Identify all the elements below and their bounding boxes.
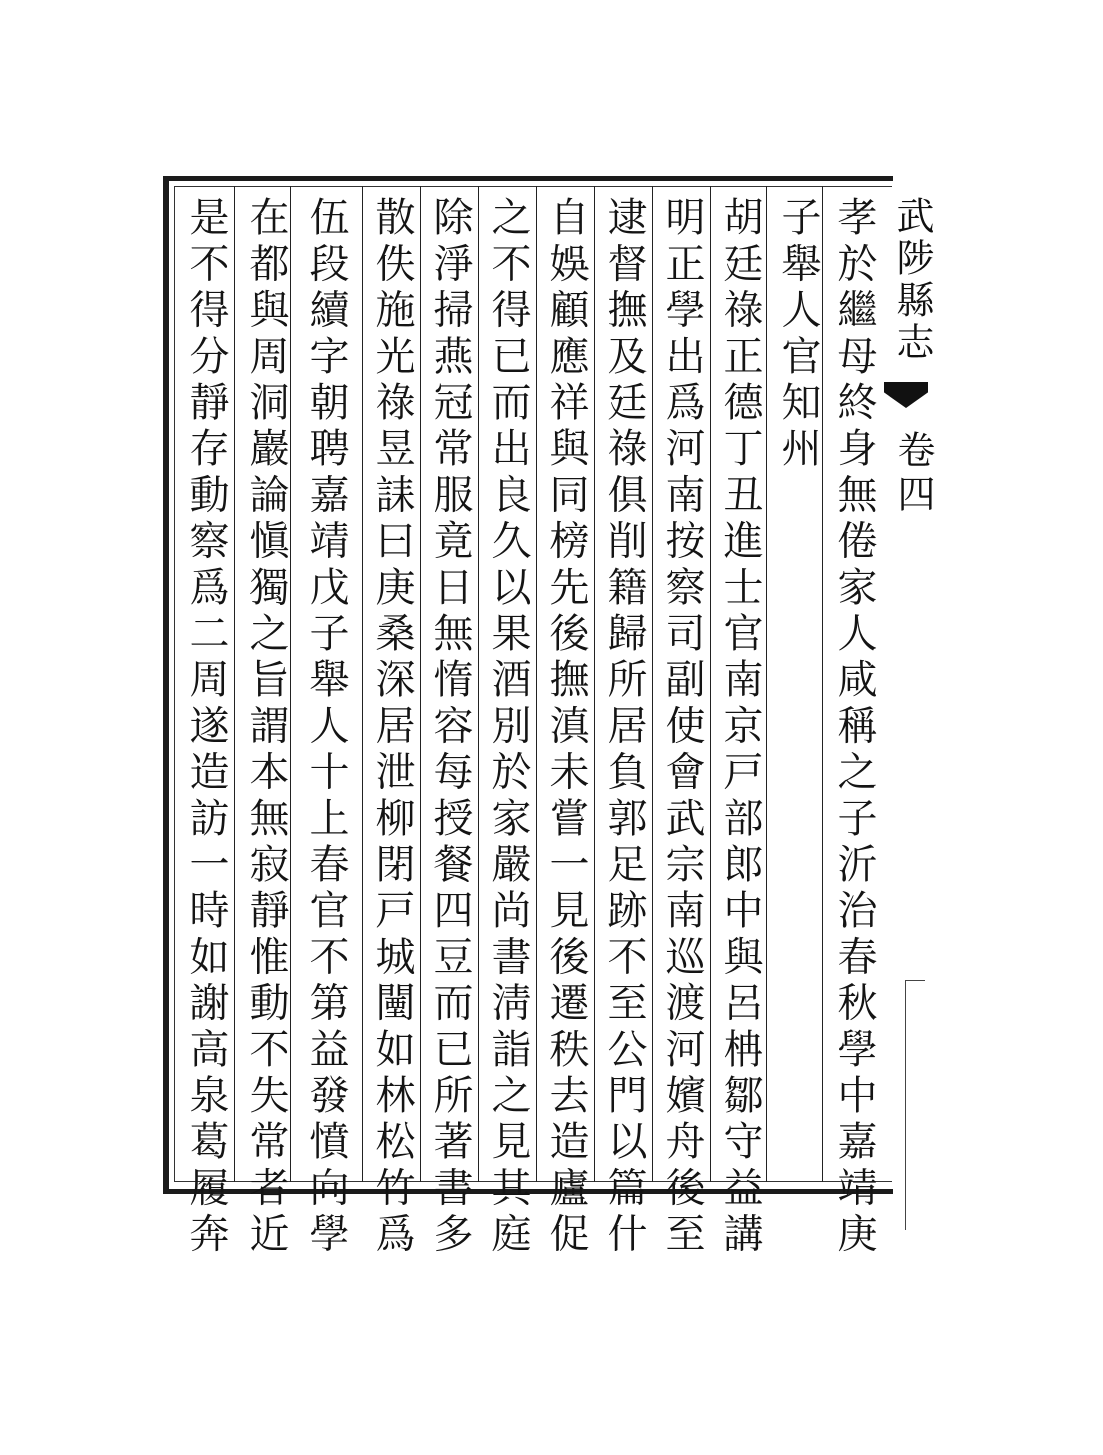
text-column-1: 孝於繼母終身無倦家人咸稱之子沂治春秋學中嘉靖庚 xyxy=(831,196,877,1259)
text-column-5: 逮督撫及廷祿俱削籍歸所居負郭足跡不至公門以篇什 xyxy=(601,196,647,1259)
column-rule xyxy=(710,186,711,1182)
page-edge-tick xyxy=(905,980,925,981)
column-rule xyxy=(536,186,537,1182)
text-column-3: 胡廷祿正德丁丑進士官南京戸部郎中與呂柟鄒守益講 xyxy=(717,196,763,1259)
text-column-10: 伍段續字朝聘嘉靖戊子舉人十上春官不第益發憤向學 xyxy=(303,196,349,1259)
text-column-2: 子舉人官知州 xyxy=(775,196,821,474)
text-column-4: 明正學出爲河南按察司副使會武宗南巡渡河嬪舟後至 xyxy=(659,196,705,1259)
book-title: 武陟縣志 xyxy=(890,196,934,364)
text-column-9: 散佚施光祿昱誄曰庚桑深居泄柳閉戸城闉如林松竹爲 xyxy=(369,196,415,1259)
column-rule xyxy=(594,186,595,1182)
text-column-7: 之不得已而出良久以果酒別於家嚴尚書淸詣之見其庭 xyxy=(485,196,531,1259)
text-column-8: 除淨掃燕冠常服竟日無惰容每授餐四豆而已所著書多 xyxy=(427,196,473,1259)
column-rule xyxy=(652,186,653,1182)
column-rule xyxy=(478,186,479,1182)
column-rule xyxy=(420,186,421,1182)
page-edge-line xyxy=(905,980,906,1230)
text-column-6: 自娛顧應祥與同榜先後撫滇未嘗一見後遷秩去造廬促 xyxy=(543,196,589,1259)
volume-label: 卷四 xyxy=(891,430,935,518)
column-rule xyxy=(362,186,363,1182)
column-rule xyxy=(766,186,767,1182)
text-column-11: 在都與周洞巖論愼獨之旨謂本無寂靜惟動不失常者近 xyxy=(243,196,289,1259)
text-column-12: 是不得分靜存動察爲二周遂造訪一時如謝高泉葛履奔 xyxy=(183,196,229,1259)
column-rule xyxy=(234,186,235,1182)
